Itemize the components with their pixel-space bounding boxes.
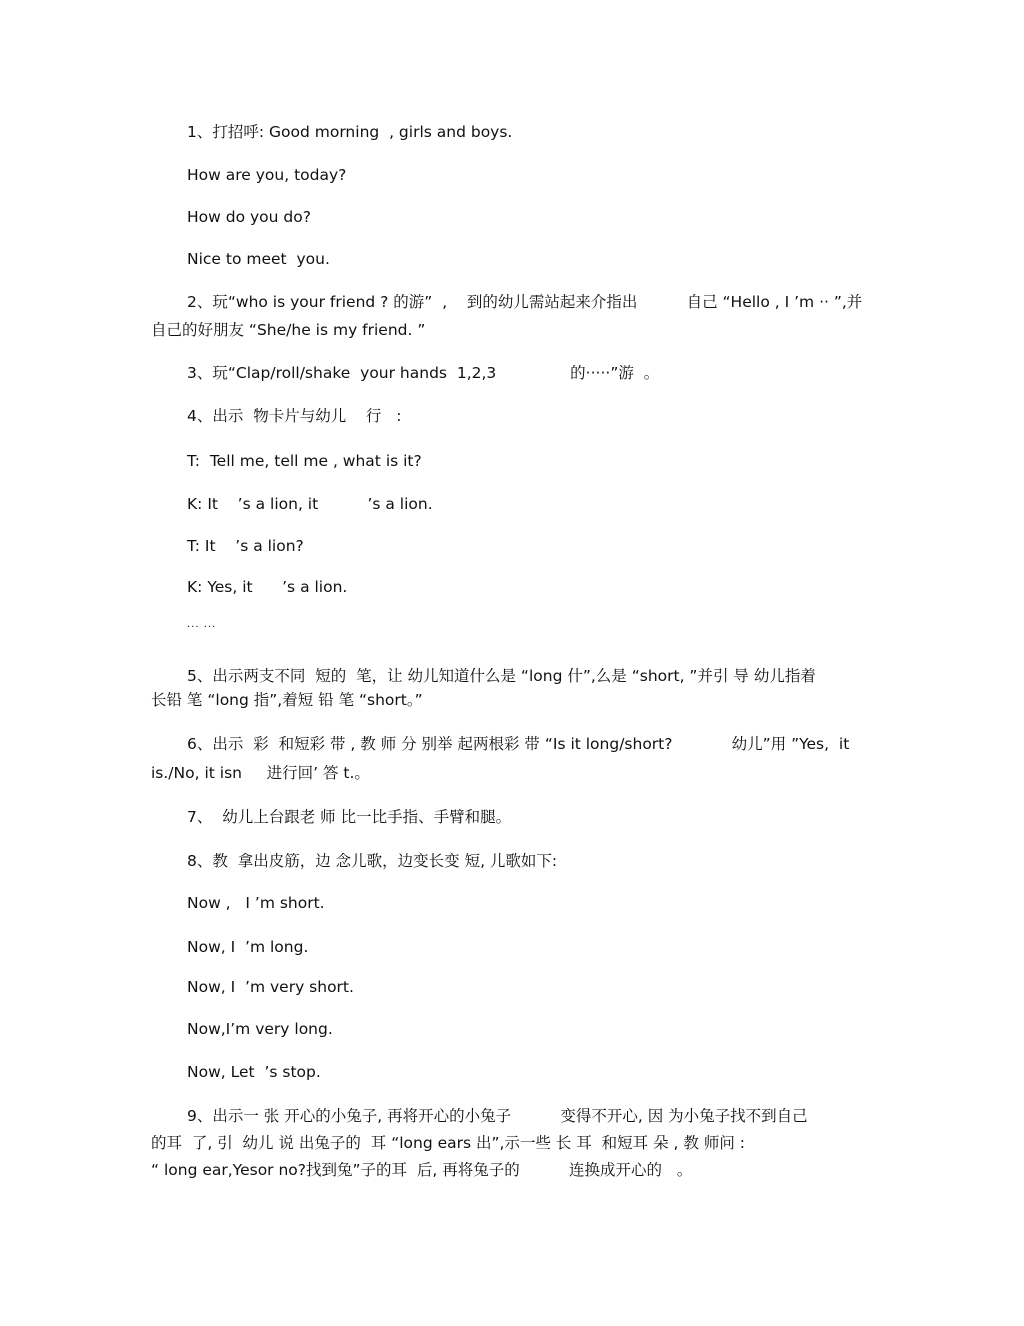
rhyme-line: Now,I’m very long. [187,1020,333,1038]
item-7: 7、 幼儿上台跟老 师 比一比手指、手臂和腿。 [187,808,512,826]
rhyme-line: Now , I ’m short. [187,894,325,912]
item-1-greeting: 1、打招呼: Good morning , girls and boys. [187,123,513,141]
dialogue-line: K: It ’s a lion, it ’s a lion. [187,495,433,513]
greeting-line: How do you do? [187,208,311,226]
item-2-line-2: 自己的好朋友 “She/he is my friend. ” [151,321,426,339]
greeting-line: How are you, today? [187,166,347,184]
dialogue-line: T: It ’s a lion? [187,537,304,555]
item-8: 8、教 拿出皮筋，边 念儿歌，边变长变 短, 儿歌如下: [187,852,558,870]
item-6-line-2: is./No, it isn 进行回’ 答 t.。 [151,764,370,782]
item-9-line-2: 的耳 了, 引 幼儿 说 出兔子的 耳 “long ears 出”,示一些 长 耳 和短耳 朵 , 教 师问 : [151,1134,745,1152]
item-2-line-1: 2、玩“who is your friend ? 的游” , 到的幼儿需站起来介指出 自己 “Hello , I ’m ·· ”,并 [187,293,863,311]
dialogue-line: T: Tell me, tell me , what is it? [187,452,422,470]
item-9-line-3: “ long ear,Yesor no?找到兔”子的耳 后, 再将兔子的 连换成开心的 。 [151,1161,693,1179]
rhyme-line: Now, I ’m very short. [187,978,354,996]
greeting-line: Nice to meet you. [187,250,330,268]
ellipsis: ··· ··· [187,622,217,633]
item-5-line-2: 长铅 笔 “long 指”,着短 铅 笔 “short。” [151,691,423,709]
dialogue-line: K: Yes, it ’s a lion. [187,578,348,596]
item-5-line-1: 5、出示两支不同 短的 笔，让 幼儿知道什么是 “long 什”,么是 “short, ”并引 导 幼儿指着 [187,667,816,685]
rhyme-line: Now, Let ’s stop. [187,1063,321,1081]
item-3: 3、玩“Clap/roll/shake your hands 1,2,3 的·····”游 。 [187,364,660,382]
rhyme-line: Now, I ’m long. [187,938,309,956]
item-6-line-1: 6、出示 彩 和短彩 带 , 教 师 分 别举 起两根彩 带 “Is it long/short? 幼儿”用 ”Yes, it [187,735,850,753]
item-4: 4、出示 物卡片与幼儿 行 : [187,407,402,425]
item-9-line-1: 9、出示一 张 开心的小兔子, 再将开心的小兔子 变得不开心, 因 为小兔子找不到自己 [187,1107,808,1125]
